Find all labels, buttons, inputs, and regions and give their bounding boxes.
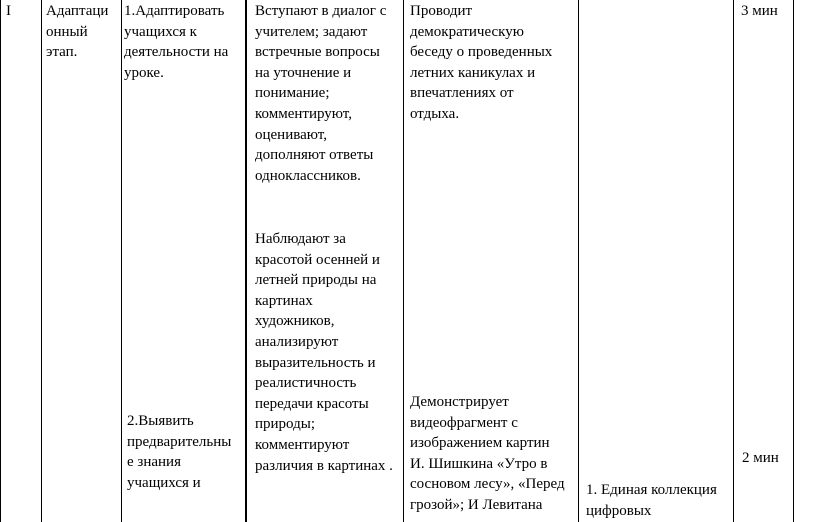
goal-2: 2.Выявить предварительны е знания учащихся и xyxy=(127,413,232,491)
teacher-activity-2: Демонстрирует видеофрагмент с изображением картин И. Шишкина «Утро в сосновом лесу», «Перед грозой»; И Левитана xyxy=(410,394,565,513)
stage-name: Адаптаци онный этап. xyxy=(46,3,109,61)
teacher-activity-1: Проводит демократическую беседу о проведенных летних каникулах и впечатлениях от отдыха. xyxy=(410,3,553,122)
cell-teacher-activity xyxy=(404,0,578,522)
time-1: 3 мин xyxy=(741,3,778,19)
cell-stage xyxy=(42,0,121,522)
student-activity-2: Наблюдают за красотой осенней и летней природы на картинах художников, анализируют выразительность и реалистичность передачи красоты природы; комментируют различия в картинах . xyxy=(255,231,393,474)
resources-list: 1. Единая коллекция цифровых xyxy=(586,482,717,519)
row-number: I xyxy=(6,3,11,19)
table-border-right xyxy=(793,0,794,522)
cell-time xyxy=(734,0,793,522)
cell-row-number xyxy=(1,0,41,522)
cell-resources xyxy=(579,0,733,522)
time-2: 2 мин xyxy=(742,450,779,466)
cell-student-activity xyxy=(247,0,403,522)
goal-1: 1.Адаптировать учащихся к деятельности на уроке. xyxy=(124,3,229,81)
cell-goals xyxy=(122,0,245,522)
student-activity-1: Вступают в диалог с учителем; задают встречные вопросы на уточнение и понимание; комментируют, оценивают, дополняют ответы одноклассников. xyxy=(255,3,387,184)
